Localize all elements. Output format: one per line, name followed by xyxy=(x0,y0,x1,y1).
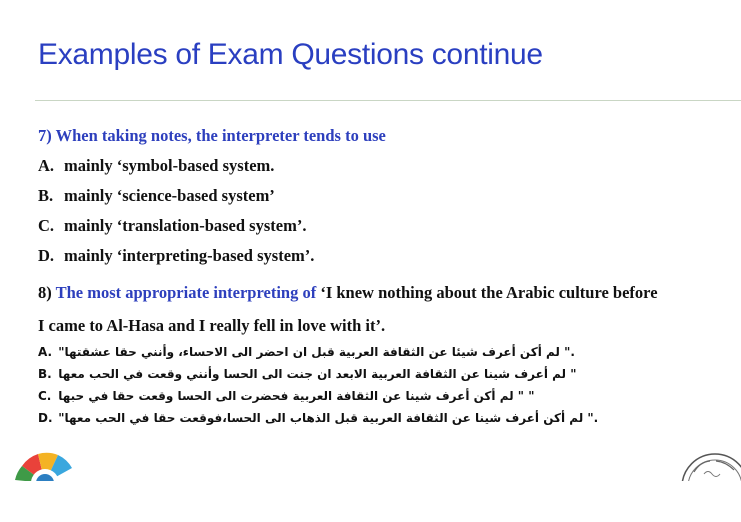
q8-option-d xyxy=(38,411,598,425)
q8-option-c xyxy=(38,389,598,403)
question-prompt: The most appropriate interpreting of xyxy=(55,283,317,302)
question-8-line-1 xyxy=(38,283,658,303)
option-letter: B. xyxy=(38,186,54,205)
question-7: 7) When taking notes, the interpreter tends to use xyxy=(38,126,386,145)
option-text: mainly ‘science-based system’ xyxy=(64,186,275,205)
question-quote: ‘I knew nothing about the Arabic culture before xyxy=(320,283,658,302)
question-number: 8) xyxy=(38,283,52,302)
option-text: mainly ‘translation-based system’. xyxy=(64,216,307,235)
option-letter: C. xyxy=(38,216,55,235)
option-letter: B. xyxy=(38,367,52,381)
q8-option-a xyxy=(38,345,598,359)
option-letter: C. xyxy=(38,389,52,403)
university-seal-icon xyxy=(680,452,741,522)
q7-option-d xyxy=(38,246,314,266)
option-text: mainly ‘interpreting-based system’. xyxy=(64,246,315,265)
option-letter: A. xyxy=(38,156,55,175)
q8-option-b xyxy=(38,367,598,381)
option-text-arabic: ." لم أكن أعرف شينا عن الثقافة العربية قبل الذهاب الى الحسا،فوقعت حقا في الحب معها" xyxy=(58,411,599,425)
option-text-arabic: " " لم أكن أعرف شينا عن الثقافة العربية فحضرت الى الحسا وقعت حقا في حبها xyxy=(58,389,535,403)
colorful-circle-logo-icon xyxy=(14,452,76,514)
option-text: mainly ‘symbol-based system. xyxy=(64,156,275,175)
q7-option-c xyxy=(38,216,306,236)
slide-title: Examples of Exam Questions continue xyxy=(38,38,543,71)
question-8-line-2: I came to Al-Hasa and I really fell in love with it’. xyxy=(38,316,386,335)
option-letter: D. xyxy=(38,411,53,425)
option-letter: A. xyxy=(38,345,53,359)
q7-option-b xyxy=(38,186,275,206)
option-letter: D. xyxy=(38,246,55,265)
title-divider xyxy=(35,100,741,101)
q7-option-a xyxy=(38,156,274,176)
option-text-arabic: " لم أعرف شينا عن الثقافة العربية الابعد ان جنت الى الحسا وأنني وقعت في الحب معها xyxy=(58,367,577,381)
option-text-arabic: ." لم أكن أعرف شيئا عن الثقافة العربية قبل ان احضر الى الاحساء، وأنني حقا عشقتها" xyxy=(58,345,575,359)
